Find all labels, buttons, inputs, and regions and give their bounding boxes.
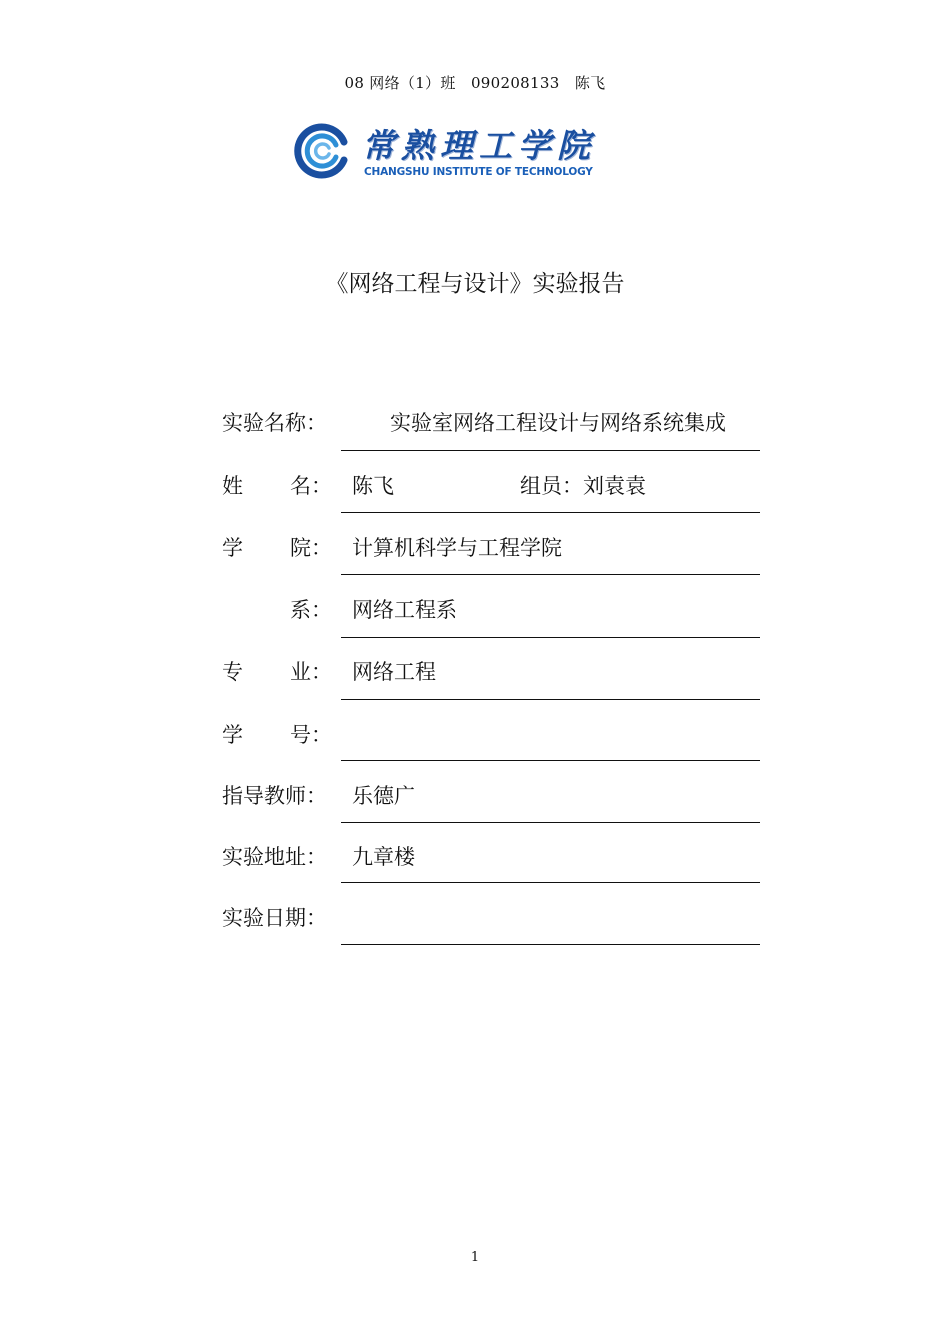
student-name-label	[222, 470, 332, 500]
department-value: 网络工程系	[352, 598, 457, 622]
major-underline	[341, 699, 760, 700]
group-members: 组员：刘袁袁	[520, 474, 646, 498]
logo-name-chinese: 常熟理工学院	[362, 126, 596, 165]
student-id-underline	[341, 760, 760, 761]
student-id-label-part1: 学	[222, 723, 243, 747]
department-underline	[341, 637, 760, 638]
logo-name-english: CHANGSHU INSTITUTE OF TECHNOLOGY	[364, 166, 593, 178]
student-name-label-part1: 姓	[222, 474, 243, 498]
college-label-part2: 院：	[290, 536, 332, 560]
page-header: 08 网络（1）班 090208133 陈飞	[344, 74, 606, 92]
major-value: 网络工程	[352, 660, 436, 684]
major-label	[222, 656, 332, 686]
student-id-label-part2: 号：	[290, 723, 332, 747]
report-title: 《网络工程与设计》实验报告	[325, 271, 625, 297]
college-underline	[341, 574, 760, 575]
location-value: 九章楼	[352, 845, 415, 869]
student-name-label-part2: 名：	[290, 474, 332, 498]
advisor-value: 乐德广	[352, 784, 415, 808]
page-number: 1	[470, 1250, 480, 1265]
location-underline	[341, 882, 760, 883]
college-value: 计算机科学与工程学院	[352, 536, 562, 560]
logo-swirl-icon	[292, 120, 354, 182]
school-logo	[292, 116, 596, 182]
location-label: 实验地址：	[222, 845, 327, 869]
major-label-part2: 业：	[290, 660, 332, 684]
major-label-part1: 专	[222, 660, 243, 684]
experiment-name-value: 实验室网络工程设计与网络系统集成	[390, 411, 726, 435]
student-name-underline	[341, 512, 760, 513]
advisor-label: 指导教师：	[222, 784, 327, 808]
student-id-label	[222, 719, 332, 749]
experiment-name-label: 实验名称：	[222, 411, 327, 435]
experiment-name-underline	[341, 450, 760, 451]
date-label: 实验日期：	[222, 906, 327, 930]
college-label	[222, 532, 332, 562]
department-label: 系：	[290, 598, 332, 622]
date-underline	[341, 944, 760, 945]
college-label-part1: 学	[222, 536, 243, 560]
student-name-value: 陈飞	[352, 474, 394, 498]
advisor-underline	[341, 822, 760, 823]
